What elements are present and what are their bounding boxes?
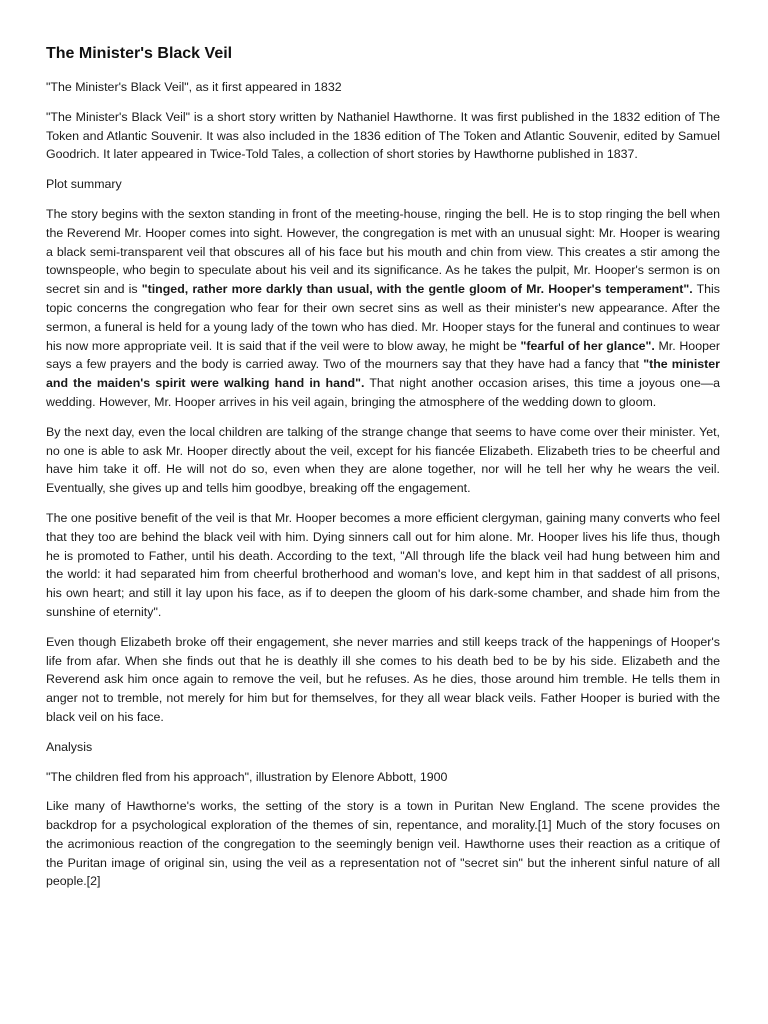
plot-summary-heading: Plot summary (46, 177, 122, 192)
plot-paragraph-4: Even though Elizabeth broke off their engagement, she never marries and still keeps track of the happenings of Hooper's life from afar. When she finds out that he is deathly ill she comes to his death bed to be by his side. Elizabeth and the Reverend ask him once again to remove the veil, but he refuses. As he dies, those around him tremble. He tells them in anger not to tremble, not merely for him but for themselves, for they all wear black veils. Father Hooper is buried with the black veil on his face. (46, 634, 720, 724)
document-title: The Minister's Black Veil (46, 45, 233, 62)
first-appearance-caption: "The Minister's Black Veil", as it first appeared in 1832 (46, 80, 342, 94)
plot-p1-text-4: That night another occasion arises, this time a joyous one—a wedding. However, Mr. Hooper arrives in his veil again, bringing the atmosphere of the wedding down to gloom. (46, 376, 720, 409)
analysis-paragraph-1: Like many of Hawthorne's works, the setting of the story is a town in Puritan New England. The scene provides the backdrop for a psychological exploration of the themes of sin, repentance, and morality.[1] Much of the story focuses on the acrimonious reaction of the congregation to the seemingly benign veil. Hawthorne uses their reaction as a critique of the Puritan image of original sin, using the veil as a representation not of "secret sin" but the inherent sinful nature of all people.[2] (46, 799, 720, 889)
intro-paragraph: "The Minister's Black Veil" is a short story written by Nathaniel Hawthorne. It was first published in the 1832 edition of The Token and Atlantic Souvenir. It was also included in the 1836 edition of The Token and Atlantic Souvenir, edited by Samuel Goodrich. It later appeared in Twice-Told Tales, a collection of short stories by Hawthorne published in 1837. (46, 109, 720, 162)
illustration-caption: "The children fled from his approach", illustration by Elenore Abbott, 1900 (46, 769, 448, 784)
plot-p1-quote-3: "the minister and the maiden's spirit were walking hand in hand". (46, 357, 721, 391)
plot-p1-text-3: Mr. Hooper says a few prayers and the body is carried away. Two of the mourners say that they have had a fancy that (46, 338, 720, 372)
plot-p1-quote-1: "tinged, rather more darkly than usual, with the gentle gloom of Mr. Hooper's temperament". (141, 282, 693, 297)
plot-paragraph-2: By the next day, even the local children are talking of the strange change that seems to have come over their minister. Yet, no one is able to ask Mr. Hooper directly about the veil, except for his fiancée Elizabeth. Elizabeth tries to be cheerful and have him take it off. He will not do so, even when they are alone together, nor will he tell her why he wears the veil. Eventually, she gives up and tells him goodbye, breaking off the engagement. (46, 424, 720, 496)
plot-paragraph-3: The one positive benefit of the veil is that Mr. Hooper becomes a more efficient clergyman, gaining many converts who feel that they too are behind the black veil with him. Dying sinners call out for him alone. Mr. Hooper lives his life thus, though he is promoted to Father, until his death. According to the text, "All through life the black veil had hung between him and the world: it had separated him from cheerful brotherhood and woman's love, and kept him in that saddest of all prisons, his own heart; and still it lay upon his face, as if to deepen the gloom of his dark-some chamber, and shade him from the sunshine of eternity". (46, 510, 720, 619)
plot-p1-text-2: This topic concerns the congregation who fear for their own secret sins as well as their minister's new appearance. After the sermon, a funeral is held for a young lady of the town who has died. Mr. Hooper stays for the funeral and continues to wear his now more appropriate veil. It is said that if the veil were to blow away, he might be (46, 282, 720, 353)
plot-p1-quote-2: "fearful of her glance". (520, 338, 655, 353)
plot-p1-text-1: The story begins with the sexton standing in front of the meeting-house, ringing the bell. He is to stop ringing the bell when the Reverend Mr. Hooper comes into sight. However, the congregation is met with an unusual sight: Mr. Hooper is wearing a black semi-transparent veil that obscures all of his face but his mouth and chin from view. This creates a stir among the townspeople, who begin to speculate about his veil and its significance. As he takes the pulpit, Mr. Hooper's sermon is on secret sin and is (46, 206, 720, 297)
plot-paragraph-1 (46, 205, 720, 412)
analysis-heading: Analysis (46, 739, 93, 754)
